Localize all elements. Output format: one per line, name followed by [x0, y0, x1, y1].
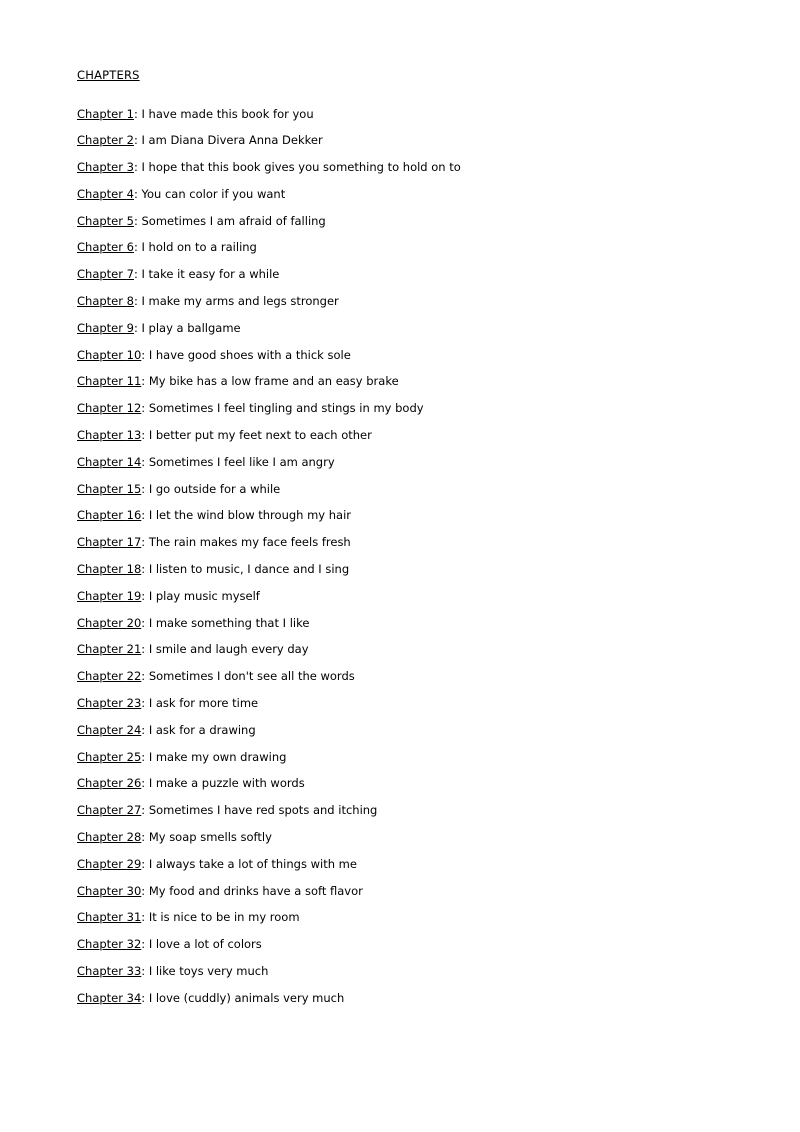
chapter-word: Chapter [77, 669, 127, 684]
chapter-title: I am Diana Divera Anna Dekker [141, 133, 323, 148]
chapter-word: Chapter [77, 776, 127, 791]
list-item [77, 213, 740, 228]
chapter-word: Chapter [77, 267, 127, 282]
chapter-word: Chapter [77, 454, 127, 469]
chapter-title: I always take a lot of things with me [148, 856, 357, 871]
list-item [77, 106, 740, 121]
chapter-word: Chapter [77, 106, 127, 121]
chapter-word: Chapter [77, 535, 127, 550]
chapter-title: It is nice to be in my room [148, 910, 300, 925]
chapter-title: I play music myself [148, 588, 260, 603]
page-title: CHAPTERS [77, 68, 140, 82]
list-item [77, 805, 740, 817]
chapter-number: 29 [126, 856, 142, 871]
list-item [77, 296, 740, 308]
chapter-separator: : [141, 481, 149, 496]
chapter-title: I smile and laugh every day [148, 642, 309, 657]
chapter-word: Chapter [77, 481, 127, 496]
chapter-separator: : [141, 883, 149, 898]
chapter-title: I listen to music, I dance and I sing [148, 562, 350, 577]
chapter-word: Chapter [77, 320, 127, 335]
chapter-separator: : [141, 347, 149, 362]
chapter-title: I make something that I like [148, 615, 310, 630]
chapter-title: Sometimes I have red spots and itching [148, 803, 378, 818]
list-item [77, 269, 740, 281]
chapter-number: 31 [126, 910, 142, 925]
chapter-separator: : [133, 106, 142, 121]
list-item [77, 320, 740, 335]
chapter-separator: : [141, 776, 149, 791]
chapter-word: Chapter [77, 722, 127, 737]
chapter-word: Chapter [77, 749, 127, 764]
chapter-word: Chapter [77, 294, 127, 309]
chapter-separator: : [141, 749, 149, 764]
chapter-separator: : [133, 240, 142, 255]
chapter-number: 28 [126, 830, 142, 845]
chapter-separator: : [141, 803, 149, 818]
chapter-separator: : [133, 186, 142, 201]
list-item [77, 454, 740, 469]
chapter-separator: : [141, 588, 149, 603]
chapter-word: Chapter [77, 883, 127, 898]
chapter-title: I ask for more time [148, 696, 259, 711]
chapter-number: 1 [126, 106, 134, 121]
chapter-title: My food and drinks have a soft flavor [148, 883, 363, 898]
chapter-separator: : [141, 722, 149, 737]
chapter-title: I take it easy for a while [141, 267, 280, 282]
chapter-separator: : [133, 320, 142, 335]
chapter-word: Chapter [77, 910, 127, 925]
list-item [77, 537, 740, 549]
chapter-number: 4 [126, 186, 134, 201]
chapter-number: 16 [126, 508, 142, 523]
list-item [77, 162, 740, 174]
chapter-separator: : [141, 669, 149, 684]
chapter-separator: : [141, 562, 149, 577]
chapter-word: Chapter [77, 428, 127, 443]
chapter-separator: : [133, 160, 142, 175]
chapter-word: Chapter [77, 401, 127, 416]
chapter-separator: : [141, 696, 149, 711]
list-item [77, 186, 740, 201]
chapter-title: I ask for a drawing [148, 722, 256, 737]
list-item [77, 510, 740, 522]
chapter-number: 10 [126, 347, 142, 362]
list-item [77, 347, 740, 362]
chapter-number: 6 [126, 240, 134, 255]
chapter-title: You can color if you want [141, 186, 286, 201]
list-item [77, 749, 740, 764]
chapter-word: Chapter [77, 937, 127, 952]
chapter-number: 11 [126, 374, 142, 389]
list-item [77, 644, 740, 656]
list-item [77, 939, 740, 951]
chapter-word: Chapter [77, 990, 127, 1005]
chapter-separator: : [133, 294, 142, 309]
chapter-title: Sometimes I am afraid of falling [141, 213, 326, 228]
chapter-number: 27 [126, 803, 142, 818]
chapter-number: 5 [126, 213, 134, 228]
chapter-number: 26 [126, 776, 142, 791]
list-item [77, 912, 740, 924]
chapter-word: Chapter [77, 588, 127, 603]
chapter-word: Chapter [77, 374, 127, 389]
chapter-number: 24 [126, 722, 142, 737]
chapter-list [77, 106, 740, 1005]
list-item [77, 698, 740, 710]
chapter-title: I have made this book for you [141, 106, 314, 121]
chapter-number: 13 [126, 428, 142, 443]
list-item [77, 481, 740, 496]
chapter-separator: : [141, 990, 149, 1005]
list-item [77, 135, 740, 147]
chapter-number: 17 [126, 535, 142, 550]
chapter-number: 2 [126, 133, 134, 148]
chapter-number: 8 [126, 294, 134, 309]
chapter-number: 15 [126, 481, 142, 496]
list-item [77, 883, 740, 898]
chapter-title: I make my own drawing [148, 749, 287, 764]
chapter-separator: : [141, 428, 149, 443]
chapter-title: I make my arms and legs stronger [141, 294, 339, 309]
chapter-separator: : [141, 615, 149, 630]
chapter-title: Sometimes I don't see all the words [148, 669, 355, 684]
list-item [77, 990, 740, 1005]
chapter-number: 18 [126, 562, 142, 577]
chapter-word: Chapter [77, 964, 127, 978]
chapter-title: I have good shoes with a thick sole [148, 347, 351, 362]
chapter-word: Chapter [77, 615, 127, 630]
chapter-word: Chapter [77, 562, 127, 577]
chapter-title: The rain makes my face feels fresh [148, 535, 351, 550]
chapter-title: I hold on to a railing [141, 240, 257, 255]
chapter-word: Chapter [77, 803, 127, 818]
chapter-title: I hope that this book gives you something to hold on to [141, 160, 461, 175]
list-item [77, 671, 740, 683]
chapter-title: Sometimes I feel like I am angry [148, 454, 335, 469]
chapter-word: Chapter [77, 347, 127, 362]
chapter-title: I better put my feet next to each other [148, 428, 372, 443]
chapter-number: 32 [126, 937, 142, 952]
chapter-separator: : [133, 267, 142, 282]
list-item [77, 832, 740, 844]
chapter-separator: : [141, 508, 149, 523]
list-item [77, 430, 740, 442]
list-item [77, 966, 740, 978]
chapter-number: 14 [126, 454, 142, 469]
chapter-word: Chapter [77, 186, 127, 201]
chapter-title: My bike has a low frame and an easy brake [148, 374, 399, 389]
chapter-number: 22 [126, 669, 142, 684]
chapter-word: Chapter [77, 642, 127, 657]
chapter-separator: : [141, 830, 149, 845]
list-item [77, 615, 740, 630]
chapter-number: 30 [126, 883, 142, 898]
chapter-number: 34 [126, 990, 142, 1005]
chapter-title: I love a lot of colors [148, 937, 262, 952]
chapter-separator: : [141, 937, 149, 952]
chapter-separator: : [141, 964, 149, 978]
chapter-separator: : [141, 535, 149, 550]
chapter-separator: : [141, 401, 149, 416]
list-item [77, 778, 740, 790]
chapter-separator: : [141, 856, 149, 871]
chapter-number: 20 [126, 615, 142, 630]
chapter-number: 12 [126, 401, 142, 416]
chapter-word: Chapter [77, 213, 127, 228]
chapter-number: 9 [126, 320, 134, 335]
chapter-number: 25 [126, 749, 142, 764]
chapter-separator: : [141, 910, 149, 925]
chapter-word: Chapter [77, 856, 127, 871]
chapter-separator: : [141, 642, 149, 657]
list-item [77, 564, 740, 576]
chapter-word: Chapter [77, 508, 127, 523]
chapter-word: Chapter [77, 696, 127, 711]
list-item [77, 588, 740, 603]
list-item [77, 403, 740, 415]
chapter-title: I like toys very much [148, 964, 269, 978]
chapter-number: 3 [126, 160, 134, 175]
chapter-separator: : [133, 133, 142, 148]
chapter-title: I make a puzzle with words [148, 776, 305, 791]
chapter-number: 19 [126, 588, 142, 603]
chapter-number: 7 [126, 267, 134, 282]
chapter-number: 21 [126, 642, 142, 657]
chapter-word: Chapter [77, 830, 127, 845]
chapter-separator: : [133, 213, 142, 228]
chapter-title: I love (cuddly) animals very much [148, 990, 345, 1005]
chapter-title: I go outside for a while [148, 481, 281, 496]
list-item [77, 376, 740, 388]
chapter-word: Chapter [77, 240, 127, 255]
chapter-title: Sometimes I feel tingling and stings in my body [148, 401, 424, 416]
chapter-word: Chapter [77, 160, 127, 175]
list-item [77, 856, 740, 871]
chapter-title: I play a ballgame [141, 320, 241, 335]
chapter-number: 23 [126, 696, 142, 711]
chapter-separator: : [141, 374, 149, 389]
list-item [77, 242, 740, 254]
chapter-title: I let the wind blow through my hair [148, 508, 352, 523]
chapter-title: My soap smells softly [148, 830, 272, 845]
chapter-word: Chapter [77, 133, 127, 148]
chapter-number: 33 [126, 964, 142, 978]
list-item [77, 722, 740, 737]
chapter-separator: : [141, 454, 149, 469]
